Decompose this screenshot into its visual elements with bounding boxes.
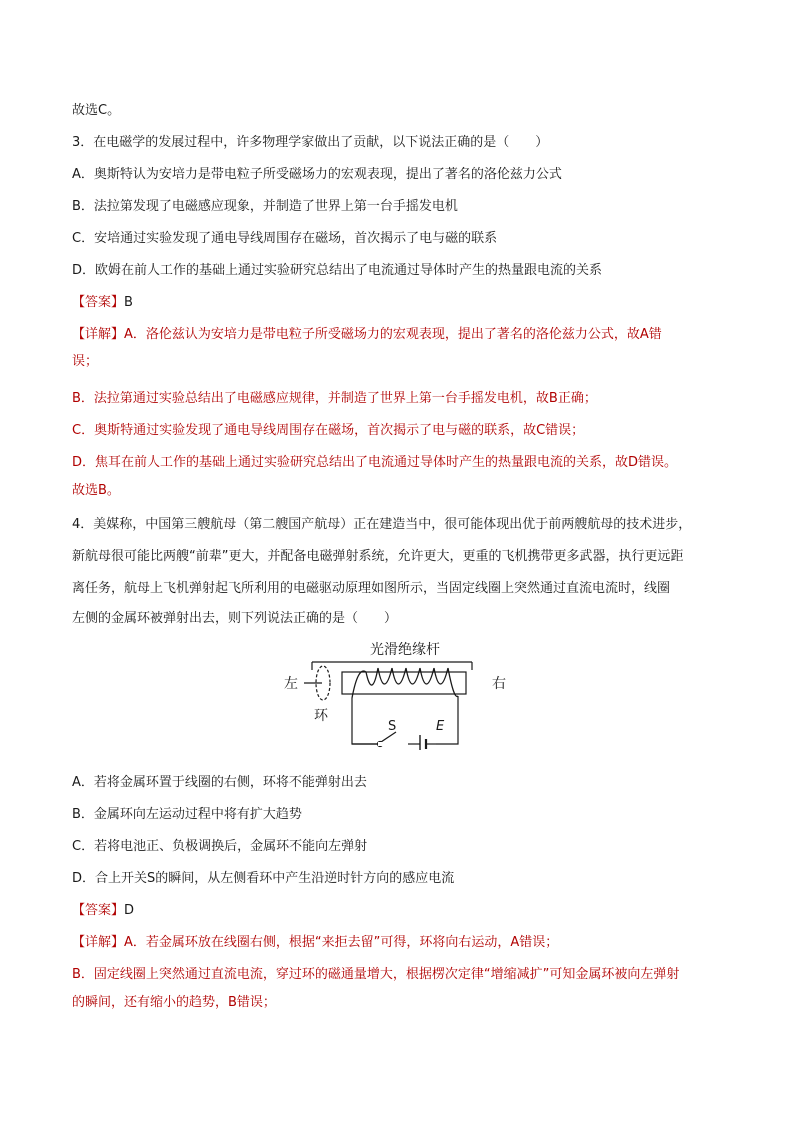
switch-label: S (388, 719, 397, 734)
q4-option-b: B．金属环向左运动过程中将有扩大趋势 (72, 807, 302, 822)
q4-option-a: A．若将金属环置于线圈的右侧，环将不能弹射出去 (72, 775, 367, 790)
q4-detail-line-1 (72, 934, 732, 952)
answer-value: B (124, 295, 133, 310)
q4-stem-line-2: 新航母很可能比两艘“前辈”更大，并配备电磁弹射系统，允许更大，更重的飞机携带更多武器，执行更远距 (72, 549, 684, 564)
answer-tag: 【答案】 (72, 295, 125, 310)
detail-text: A．若金属环放在线圈右侧，根据“来拒去留”可得，环将向右运动，A错误； (124, 935, 559, 950)
answer-value: D (124, 903, 135, 918)
q3-detail-line-2: 误； (72, 354, 99, 369)
q3-option-c: C．安培通过实验发现了通电导线周围存在磁场，首次揭示了电与磁的联系 (72, 231, 498, 246)
detail-tag: 【详解】 (72, 327, 125, 342)
battery-label: E (436, 719, 445, 734)
q3-option-b: B．法拉第发现了电磁感应现象，并制造了世界上第一台手摇发电机 (72, 199, 458, 214)
q2-conclusion: 故选C。 (72, 103, 121, 118)
q4-stem-line-1: 4．美媒称，中国第三艘航母（第二艘国产航母）正在建造当中，很可能体现出优于前两艘航母的技术进步， (72, 517, 692, 532)
q4-stem-line-4: 左侧的金属环被弹射出去，则下列说法正确的是（ ） (72, 611, 398, 626)
q4-detail-line-2: B．固定线圈上突然通过直流电流，穿过环的磁通量增大，根据楞次定律“增缩减扩”可知金属环被向左弹射 (72, 967, 680, 982)
rod-label: 光滑绝缘杆 (370, 642, 440, 658)
q3-option-a: A．奥斯特认为安培力是带电粒子所受磁场力的宏观表现，提出了著名的洛伦兹力公式 (72, 167, 562, 182)
q3-conclusion: 故选B。 (72, 483, 120, 498)
detail-text: A．洛伦兹认为安培力是带电粒子所受磁场力的宏观表现，提出了著名的洛伦兹力公式，故A错 (124, 327, 662, 342)
q3-detail-line-5: D．焦耳在前人工作的基础上通过实验研究总结出了电流通过导体时产生的热量跟电流的关系，故D错误。 (72, 455, 678, 470)
q4-option-d: D．合上开关S的瞬间，从左侧看环中产生沿逆时针方向的感应电流 (72, 871, 455, 886)
ring-label: 环 (314, 708, 328, 724)
circuit-left-wire (352, 698, 406, 744)
q3-stem: 3．在电磁学的发展过程中，许多物理学家做出了贡献，以下说法正确的是（ ） (72, 135, 549, 150)
q4-detail-line-3: 的瞬间，还有缩小的趋势，B错误； (72, 995, 276, 1010)
switch-gap (378, 742, 408, 746)
answer-tag: 【答案】 (72, 903, 125, 918)
q3-answer (72, 294, 732, 312)
q3-option-d: D．欧姆在前人工作的基础上通过实验研究总结出了电流通过导体时产生的热量跟电流的关系 (72, 263, 603, 278)
left-label: 左 (284, 676, 298, 692)
detail-tag: 【详解】 (72, 935, 125, 950)
q4-option-c: C．若将电池正、负极调换后，金属环不能向左弹射 (72, 839, 368, 854)
q3-detail-line-1 (72, 326, 732, 344)
q4-stem-line-3: 离任务，航母上飞机弹射起飞所利用的电磁驱动原理如图所示，当固定线圈上突然通过直流电流时，线圈 (72, 581, 671, 596)
electromagnetic-launch-figure (280, 638, 520, 750)
right-label: 右 (492, 676, 506, 692)
q3-detail-line-4: C．奥斯特通过实验发现了通电导线周围存在磁场，首次揭示了电与磁的联系，故C错误； (72, 423, 585, 438)
q4-answer (72, 902, 732, 920)
q3-detail-line-3: B．法拉第通过实验总结出了电磁感应规律，并制造了世界上第一台手摇发电机，故B正确； (72, 391, 597, 406)
